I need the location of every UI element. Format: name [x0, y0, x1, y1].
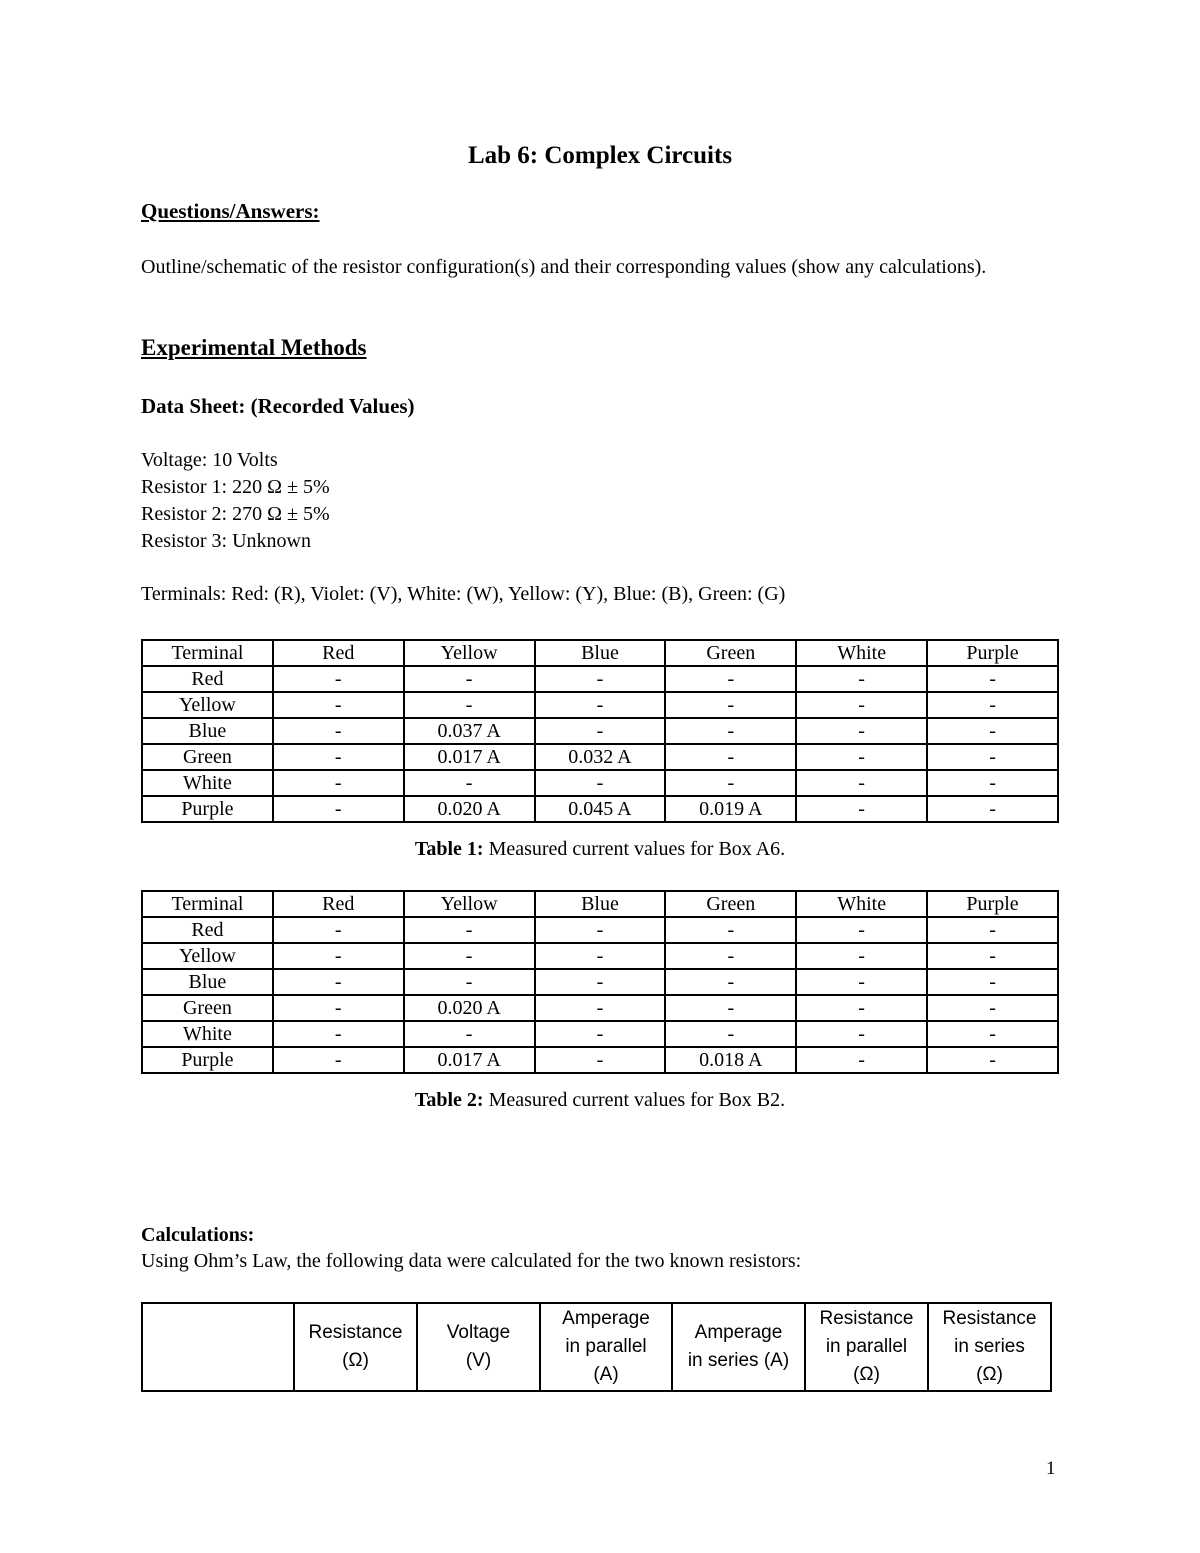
calc-header-cell [928, 1303, 1051, 1391]
table-row [142, 917, 1058, 943]
current-value-cell: - [535, 1047, 666, 1073]
calc-header-line: in series (A) [687, 1350, 790, 1371]
current-value-cell: - [273, 943, 404, 969]
calc-header-cell [294, 1303, 417, 1391]
table-row [142, 995, 1058, 1021]
current-value-cell: - [927, 1021, 1058, 1047]
current-value-cell: 0.032 A [535, 744, 666, 770]
current-value-cell: - [927, 1047, 1058, 1073]
current-value-cell: - [927, 692, 1058, 718]
calc-header-line: in series [954, 1336, 1025, 1357]
current-value-cell: - [665, 692, 796, 718]
calc-header-line: (Ω) [342, 1350, 369, 1371]
current-value-cell: - [273, 917, 404, 943]
current-value-cell: - [404, 917, 535, 943]
current-value-cell: - [796, 969, 927, 995]
table-row [142, 1021, 1058, 1047]
current-value-cell: - [665, 995, 796, 1021]
current-value-cell: - [273, 969, 404, 995]
calc-header-cell [672, 1303, 805, 1391]
table-header-cell: White [796, 640, 927, 666]
table-row [142, 796, 1058, 822]
current-value-cell: - [404, 1021, 535, 1047]
current-value-cell: - [796, 1021, 927, 1047]
current-value-cell: - [796, 995, 927, 1021]
current-value-cell: 0.018 A [665, 1047, 796, 1073]
table-header-cell: Purple [927, 891, 1058, 917]
intro-paragraph: Outline/schematic of the resistor configuration(s) and their corresponding values (show any calculations). [141, 256, 987, 278]
table-row [142, 969, 1058, 995]
calculations-heading: Calculations: [141, 1224, 255, 1246]
table-header-cell: Green [665, 891, 796, 917]
current-value-cell: - [535, 692, 666, 718]
current-value-cell: - [927, 969, 1058, 995]
calc-header-line: in parallel [565, 1336, 647, 1357]
current-value-cell: - [665, 718, 796, 744]
current-value-cell: - [665, 969, 796, 995]
voltage-value: Voltage: 10 Volts [141, 449, 278, 471]
row-label-cell: Yellow [142, 943, 273, 969]
current-value-cell: - [404, 770, 535, 796]
current-value-cell: - [796, 718, 927, 744]
current-value-cell: - [273, 1021, 404, 1047]
calc-header-line: (Ω) [976, 1364, 1003, 1385]
current-value-cell: - [927, 796, 1058, 822]
current-value-cell: - [535, 718, 666, 744]
current-value-cell: - [927, 770, 1058, 796]
calc-header-line: (Ω) [853, 1364, 880, 1385]
row-label-cell: Purple [142, 1047, 273, 1073]
calc-header-line: in parallel [825, 1336, 908, 1357]
row-label-cell: Purple [142, 796, 273, 822]
current-value-cell: - [535, 917, 666, 943]
qa-heading: Questions/Answers: [141, 199, 320, 223]
table-row [142, 943, 1058, 969]
current-value-cell: 0.045 A [535, 796, 666, 822]
row-label-cell: White [142, 770, 273, 796]
row-label-cell: Yellow [142, 692, 273, 718]
datasheet-heading: Data Sheet: (Recorded Values) [141, 394, 415, 418]
current-value-cell: - [404, 943, 535, 969]
table-header-row [142, 640, 1058, 666]
current-value-cell: - [273, 995, 404, 1021]
current-value-cell: - [796, 943, 927, 969]
resistor-1-value: Resistor 1: 220 Ω ± 5% [141, 476, 330, 498]
calc-header-row [142, 1303, 1051, 1391]
current-value-cell: - [535, 666, 666, 692]
row-label-cell: Red [142, 917, 273, 943]
current-value-cell: - [404, 692, 535, 718]
current-value-cell: - [796, 692, 927, 718]
row-label-cell: Blue [142, 969, 273, 995]
calc-header-line: Resistance [942, 1308, 1037, 1329]
current-value-cell: - [665, 666, 796, 692]
resistor-2-value: Resistor 2: 270 Ω ± 5% [141, 503, 330, 525]
table-header-cell: Purple [927, 640, 1058, 666]
current-value-cell: - [273, 770, 404, 796]
calc-header-line: (V) [465, 1350, 492, 1371]
table-row [142, 718, 1058, 744]
table-row [142, 666, 1058, 692]
current-value-cell: 0.037 A [404, 718, 535, 744]
current-value-cell: - [404, 666, 535, 692]
current-value-cell: - [404, 969, 535, 995]
current-value-cell: - [665, 770, 796, 796]
current-value-cell: - [796, 744, 927, 770]
current-value-cell: - [796, 917, 927, 943]
table-header-cell: Blue [535, 640, 666, 666]
current-value-cell: - [927, 666, 1058, 692]
table-header-cell: Blue [535, 891, 666, 917]
page-title: Lab 6: Complex Circuits [467, 142, 733, 169]
table-header-cell: Yellow [404, 640, 535, 666]
current-value-cell: - [535, 995, 666, 1021]
current-value-cell: - [665, 744, 796, 770]
current-table-box-b2 [141, 890, 1059, 1074]
current-value-cell: - [927, 744, 1058, 770]
current-value-cell: - [535, 1021, 666, 1047]
row-label-cell: Red [142, 666, 273, 692]
table2-caption [0, 1089, 1200, 1112]
current-value-cell: - [796, 770, 927, 796]
current-value-cell: - [273, 692, 404, 718]
resistor-calculation-table [141, 1302, 1052, 1392]
current-value-cell: - [535, 770, 666, 796]
calc-header-line: Voltage [446, 1322, 511, 1343]
calc-blank-cell [142, 1303, 294, 1391]
table1-caption [0, 838, 1200, 861]
calc-header-line: Amperage [562, 1308, 650, 1329]
table-header-cell: Terminal [142, 891, 273, 917]
table1-caption-label: Table 1: [414, 838, 484, 860]
table-header-row [142, 891, 1058, 917]
current-value-cell: - [796, 796, 927, 822]
current-value-cell: 0.020 A [404, 796, 535, 822]
current-value-cell: - [535, 943, 666, 969]
current-value-cell: - [927, 995, 1058, 1021]
table-header-cell: Terminal [142, 640, 273, 666]
table2-caption-label: Table 2: [414, 1089, 484, 1111]
current-table-box-a6 [141, 639, 1059, 823]
experimental-methods-heading: Experimental Methods [141, 335, 367, 360]
row-label-cell: Blue [142, 718, 273, 744]
current-value-cell: - [273, 796, 404, 822]
current-value-cell: - [273, 666, 404, 692]
table-row [142, 744, 1058, 770]
current-value-cell: - [535, 969, 666, 995]
current-value-cell: 0.020 A [404, 995, 535, 1021]
current-value-cell: 0.017 A [404, 744, 535, 770]
calc-header-cell [417, 1303, 540, 1391]
table-row [142, 1047, 1058, 1073]
calc-header-cell [805, 1303, 928, 1391]
resistor-3-value: Resistor 3: Unknown [141, 530, 311, 552]
recorded-values [141, 447, 330, 555]
calculations-paragraph: Using Ohm’s Law, the following data were calculated for the two known resistors: [141, 1250, 802, 1272]
current-value-cell: - [927, 917, 1058, 943]
current-value-cell: - [665, 917, 796, 943]
current-value-cell: - [273, 1047, 404, 1073]
current-value-cell: - [273, 718, 404, 744]
row-label-cell: Green [142, 744, 273, 770]
calc-header-line: Resistance [308, 1322, 403, 1343]
table-header-cell: White [796, 891, 927, 917]
table-header-cell: Red [273, 640, 404, 666]
current-value-cell: - [927, 943, 1058, 969]
table2-caption-text: Measured current values for Box B2. [483, 1089, 786, 1111]
current-value-cell: - [665, 1021, 796, 1047]
current-value-cell: - [796, 1047, 927, 1073]
table-header-cell: Red [273, 891, 404, 917]
current-value-cell: - [273, 744, 404, 770]
table1-caption-text: Measured current values for Box A6. [483, 838, 786, 860]
calc-header-cell [540, 1303, 672, 1391]
table-header-cell: Yellow [404, 891, 535, 917]
row-label-cell: White [142, 1021, 273, 1047]
calc-header-line: Amperage [694, 1322, 783, 1343]
page-number: 1 [1046, 1458, 1056, 1479]
current-value-cell: 0.017 A [404, 1047, 535, 1073]
calc-header-line: (A) [593, 1364, 619, 1385]
current-value-cell: - [927, 718, 1058, 744]
current-value-cell: - [665, 943, 796, 969]
table-row [142, 770, 1058, 796]
terminals-legend: Terminals: Red: (R), Violet: (V), White: (W), Yellow: (Y), Blue: (B), Green: (G) [141, 583, 786, 605]
current-value-cell: - [796, 666, 927, 692]
calc-header-line: Resistance [819, 1308, 914, 1329]
row-label-cell: Green [142, 995, 273, 1021]
table-header-cell: Green [665, 640, 796, 666]
table-row [142, 692, 1058, 718]
current-value-cell: 0.019 A [665, 796, 796, 822]
